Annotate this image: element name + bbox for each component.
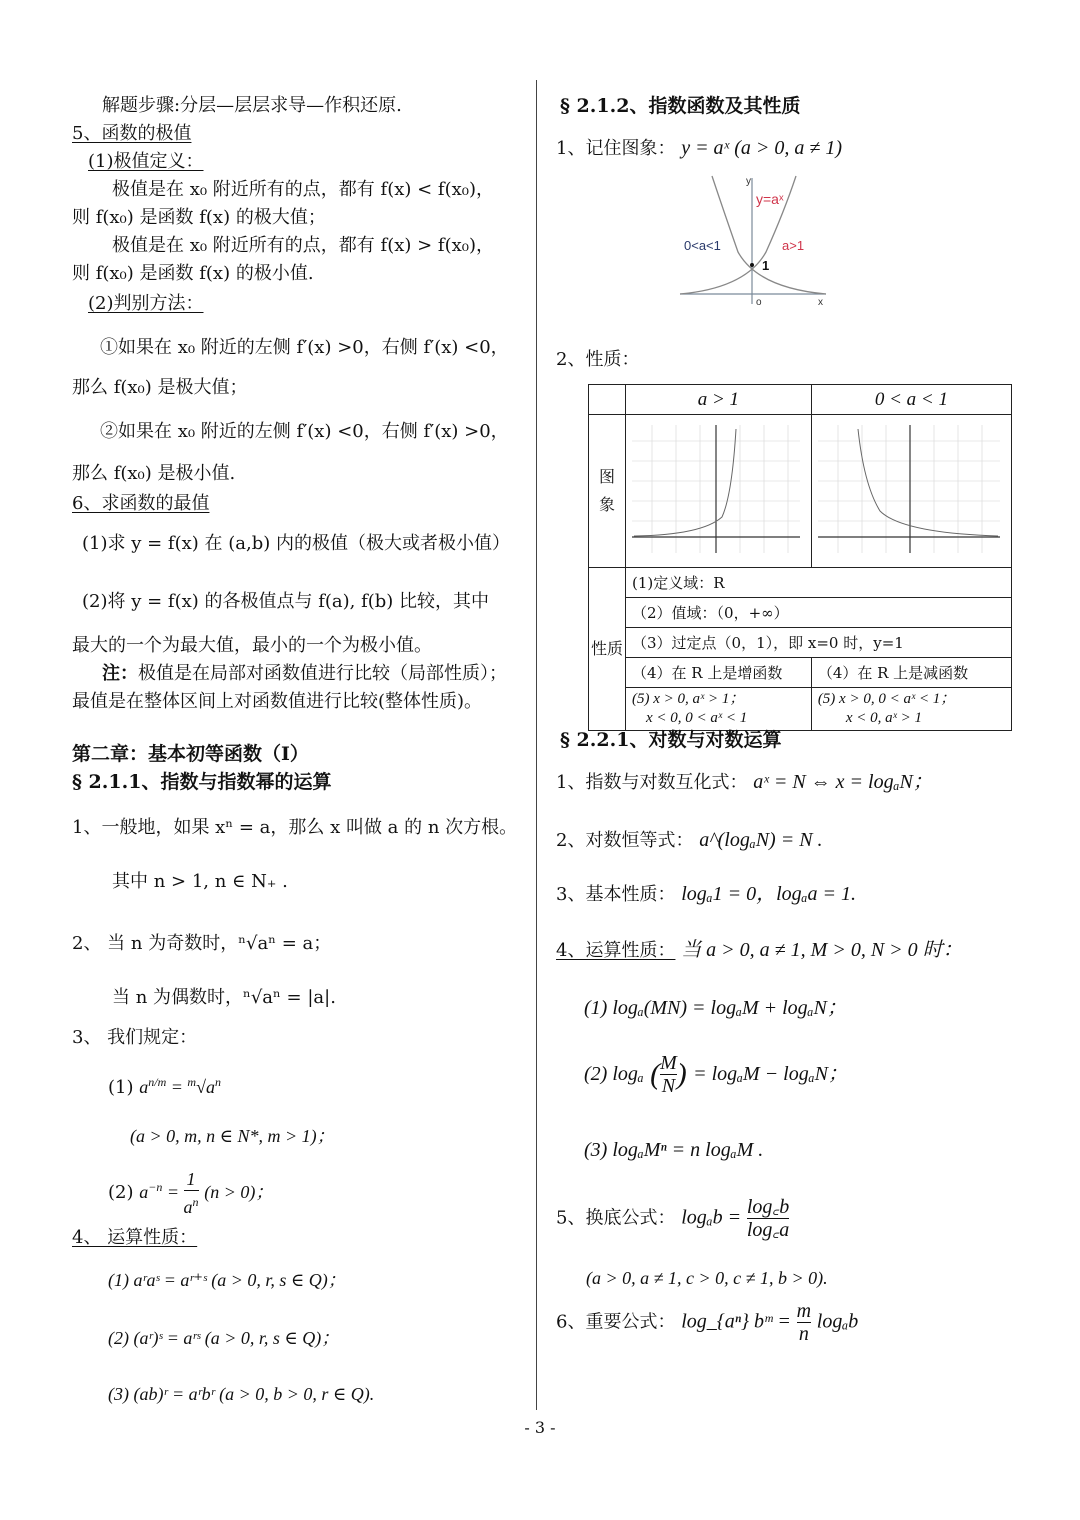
graph-curve-label: y=aˣ — [756, 191, 784, 207]
rule-1-index: (1) — [108, 1077, 134, 1098]
rational-exponent-condition: (a > 0, m, n ∈ N*, m > 1)； — [130, 1126, 335, 1146]
graph-left-label: 0<a<1 — [684, 238, 721, 253]
right-paren: ) — [676, 1057, 687, 1091]
graph-one-label: 1 — [762, 258, 770, 273]
min-definition-line1: 极值是在 x₀ 附近所有的点，都有 f(x) > f(x₀)， — [112, 235, 494, 256]
negative-exponent-fraction: $\frac{1}{a^n}$ — [183, 1169, 199, 1217]
judge-rule-2-line2: 那么 f(x₀) 是极小值. — [72, 463, 236, 484]
important-formula-lhs: log_{aⁿ} bᵐ = — [681, 1310, 791, 1333]
rational-exponent-formula: $a^{n/m} = ^m√a^n$ — [139, 1075, 221, 1097]
decreasing-row: （4）在 R 上是减函数 — [811, 658, 1011, 688]
change-of-base-denominator: log꜀a — [746, 1219, 790, 1241]
rule-2-index: (2) — [108, 1182, 134, 1203]
note-line1 — [102, 662, 507, 686]
exponent-product-rule: (1) aʳaˢ = aʳ⁺ˢ (a > 0, r, s ∈ Q)； — [108, 1270, 346, 1290]
log-quotient-rule — [584, 1052, 848, 1097]
fixed-point-row: （3）过定点（0，1），即 x=0 时，y=1 — [626, 628, 1012, 658]
exp-log-conversion-formula: aˣ = N ⇔ x = logₐN； — [753, 771, 933, 793]
exponent-product-power-rule: (3) (ab)ʳ = aʳbʳ (a > 0, b > 0, r ∈ Q). — [108, 1384, 375, 1404]
negative-exponent-condition: (n > 0)； — [204, 1182, 274, 1202]
section-2-1-2-title: § 2.1.2、指数函数及其性质 — [560, 95, 801, 117]
negative-exponent-rule — [108, 1168, 273, 1218]
sign-row-decreasing-line1: (5) x > 0, 0 < aˣ < 1； — [817, 691, 956, 707]
change-of-base-label: 5、换底公式： — [556, 1207, 676, 1229]
graph-decreasing-cell — [811, 415, 1011, 568]
important-formula-numerator: m — [796, 1300, 812, 1322]
log-identity-formula: a^(logₐN) = N . — [699, 829, 823, 851]
max-definition-line1: 极值是在 x₀ 附近所有的点，都有 f(x) < f(x₀)， — [112, 179, 494, 200]
negative-exponent-lhs: $a^{-n}$ = — [139, 1180, 184, 1202]
rational-exponent-rule — [108, 1070, 221, 1100]
important-formula-fraction — [797, 1300, 811, 1345]
fixed-point — [750, 263, 754, 267]
header-a-gt-1: a > 1 — [626, 385, 812, 415]
log-operation-condition: 当 a > 0, a ≠ 1, M > 0, N > 0 时： — [681, 939, 963, 961]
important-formula-rhs: logₐb — [816, 1310, 859, 1333]
nth-root-condition: 其中 n > 1, n ∈ N₊ . — [112, 871, 288, 892]
range-row: （2）值域：（0，+∞） — [626, 598, 1012, 628]
exponent-power-rule: (2) (aʳ)ˢ = aʳˢ (a > 0, r, s ∈ Q)； — [108, 1328, 340, 1348]
log-quotient-fraction: $\frac{M}{N}$ — [660, 1052, 677, 1097]
note-text-a: 极值是在局部对函数值进行比较（局部性质）； — [138, 663, 507, 684]
section-5-title: 5、函数的极值 — [72, 123, 192, 144]
sign-row-increasing-line1: (5) x > 0, aˣ > 1； — [632, 691, 745, 707]
change-of-base-lhs: logₐb = — [681, 1206, 742, 1229]
sign-row-increasing-line2: x < 0, 0 < aˣ < 1 — [646, 710, 748, 726]
remember-graph-line — [556, 136, 842, 161]
basic-property-line — [556, 882, 856, 907]
basic-property-formula: logₐ1 = 0，logₐa = 1. — [681, 883, 856, 905]
change-of-base-numerator: log꜀b — [746, 1196, 790, 1218]
change-of-base-condition: (a > 0, a ≠ 1, c > 0, c ≠ 1, b > 0). — [586, 1268, 828, 1288]
important-formula-denominator: n — [798, 1323, 809, 1345]
log-identity-line — [556, 828, 823, 853]
increasing-graph — [632, 425, 800, 553]
operation-properties-label: 4、 运算性质： — [72, 1227, 198, 1248]
exponential-graph — [676, 172, 836, 308]
important-formula-label: 6、重要公式： — [556, 1311, 676, 1333]
nth-root-definition: 1、一般地，如果 xⁿ = a，那么 x 叫做 a 的 n 次方根。 — [72, 817, 518, 838]
log-identity-label: 2、对数恒等式： — [556, 830, 694, 851]
remember-graph-label: 1、记住图象： — [556, 138, 676, 159]
graph-increasing-cell — [626, 415, 812, 568]
chapter-2-title: 第二章：基本初等函数（Ⅰ） — [72, 743, 309, 765]
graph-y-label: y — [746, 176, 751, 187]
steps-line: 解题步骤:分层—层层求导—作积还原. — [102, 95, 402, 116]
extreme-step-2-line2: 最大的一个为最大值，最小的一个为极小值。 — [72, 635, 432, 656]
table-corner — [589, 385, 626, 415]
log-quotient-lhs: (2) logₐ — [584, 1063, 644, 1085]
exp-log-conversion-label: 1、指数与对数互化式： — [556, 772, 748, 793]
log-power-rule: (3) logₐMⁿ = n logₐM . — [584, 1139, 764, 1161]
important-formula-line — [556, 1300, 858, 1345]
extreme-step-2-line1: (2)将 y = f(x) 的各极值点与 f(a), f(b) 比较，其中 — [82, 591, 490, 612]
judge-rule-1-line1: ①如果在 x₀ 附近的左侧 f′(x) >0，右侧 f′(x) <0， — [100, 337, 509, 358]
odd-root-rule: 2、 当 n 为奇数时，ⁿ√aⁿ = a； — [72, 933, 332, 954]
extreme-step-1: (1)求 y = f(x) 在 (a,b) 内的极值（极大或者极小值） — [82, 533, 510, 554]
exponential-function-formula: y = aˣ (a > 0, a ≠ 1) — [681, 137, 842, 159]
note-label: 注： — [102, 663, 138, 684]
sign-row-decreasing — [811, 688, 1011, 731]
note-line2: 最值是在整体区间上对函数值进行比较(整体性质)。 — [72, 691, 483, 712]
properties-label: 2、性质： — [556, 349, 640, 370]
header-a-between-0-1: 0 < a < 1 — [811, 385, 1011, 415]
property-row-label: 性质 — [589, 568, 626, 731]
increasing-row: （4）在 R 上是增函数 — [626, 658, 812, 688]
domain-row: (1)定义域：R — [626, 568, 1012, 598]
change-of-base-line — [556, 1196, 789, 1241]
min-definition-line2: 则 f(x₀) 是函数 f(x) 的极小值. — [72, 263, 314, 284]
exponential-properties-table — [588, 384, 1012, 731]
graph-right-label: a>1 — [782, 238, 805, 253]
change-of-base-fraction — [747, 1196, 789, 1241]
judge-method-label: (2)判别方法： — [88, 293, 204, 314]
log-quotient-rhs: = logₐM − logₐN； — [693, 1063, 848, 1085]
judge-rule-1-line2: 那么 f(x₀) 是极大值； — [72, 377, 248, 398]
extremum-definition-label: (1)极值定义： — [88, 151, 204, 172]
graph-origin-label: o — [756, 297, 762, 308]
rules-label: 3、 我们规定： — [72, 1027, 198, 1048]
section-6-title: 6、求函数的最值 — [72, 493, 210, 514]
sign-row-decreasing-line2: x < 0, aˣ > 1 — [845, 710, 922, 726]
even-root-rule: 当 n 为偶数时，ⁿ√aⁿ = |a|. — [112, 987, 336, 1008]
section-2-2-1-title: § 2.2.1、对数与对数运算 — [560, 729, 782, 751]
log-operation-line — [556, 938, 963, 963]
log-operation-label: 4、运算性质： — [556, 940, 676, 961]
section-2-1-1-title: § 2.1.1、指数与指数幂的运算 — [72, 771, 332, 793]
log-product-rule: (1) logₐ(MN) = logₐM + logₐN； — [584, 997, 847, 1019]
left-paren: ( — [650, 1057, 661, 1091]
decreasing-graph — [818, 425, 1000, 553]
basic-property-label: 3、基本性质： — [556, 884, 676, 905]
graph-row-label: 图象 — [589, 415, 626, 568]
exp-log-conversion-line — [556, 770, 933, 795]
graph-x-label: x — [818, 297, 823, 308]
column-divider — [536, 80, 537, 1410]
judge-rule-2-line1: ②如果在 x₀ 附近的左侧 f′(x) <0，右侧 f′(x) >0， — [100, 421, 509, 442]
page-number: - 3 - — [524, 1418, 556, 1437]
sign-row-increasing — [626, 688, 812, 731]
max-definition-line2: 则 f(x₀) 是函数 f(x) 的极大值； — [72, 207, 326, 228]
